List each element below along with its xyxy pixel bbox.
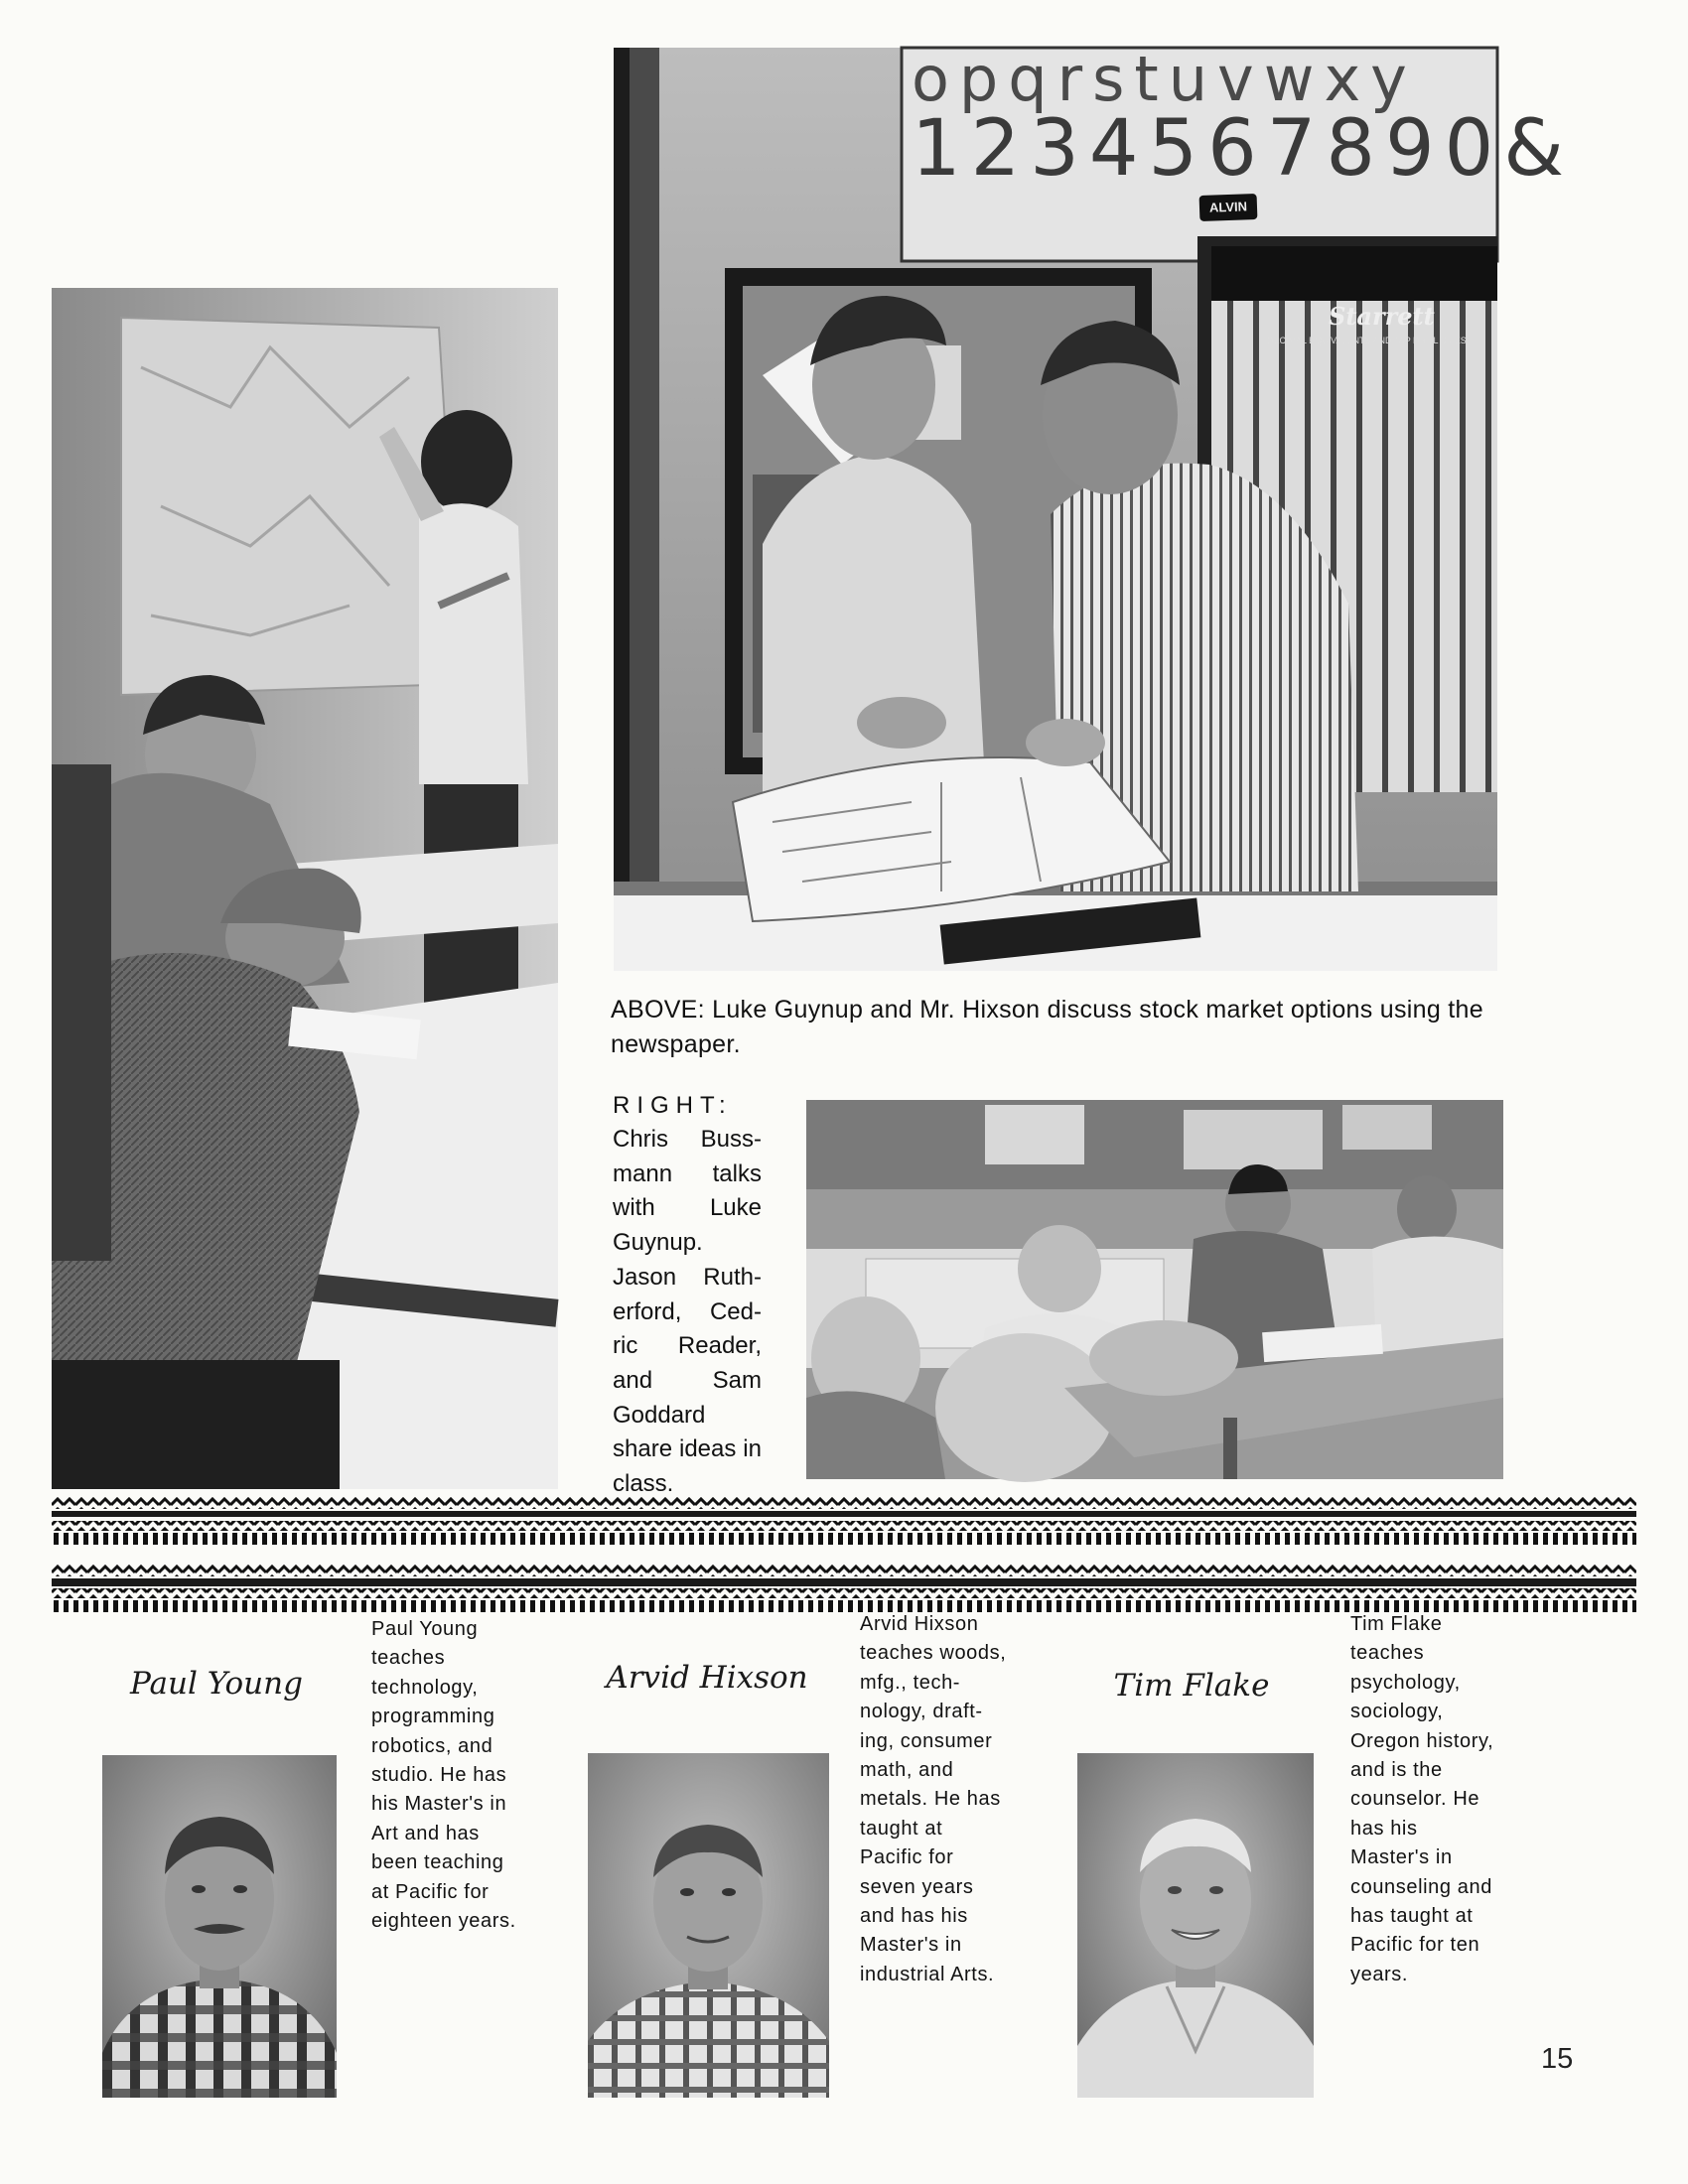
bio-line: Paul Young [371,1618,479,1640]
caption-right-label: RIGHT: [613,1092,733,1119]
decorative-rule-band-bottom [52,1565,1636,1612]
bio-line: has his [1350,1817,1418,1840]
bio-line: Art and has [371,1822,480,1844]
bio-line: seven years [860,1875,974,1898]
caption-right-text: Chris Buss- mann talks with Luke Guynup. Jason Ruth- erford, Ced- ric Reader, and Sam Goddard share ideas in class. [613,1126,762,1498]
rule-band-top-graphic [52,1497,1636,1547]
starrett-poster-brand: Starrett [1329,302,1435,331]
bio-line: math, and [860,1759,954,1782]
photo-classroom-map-graphic [52,288,558,1489]
bio-line: robotics, and [371,1734,493,1757]
bio-line: metals. He has [860,1788,1001,1811]
bio-paul-young [371,1615,570,1936]
starrett-poster-subtitle: DECIMAL EQUIVALENTS AND TAP DRILL SIZES [1267,336,1467,345]
wall-chart-row-letters: opqrstuvwxy [912,43,1417,115]
bio-line: teaches woods, [860,1642,1007,1665]
bio-tim-flake [1350,1610,1549,1989]
signature-arvid-hixson: Arvid Hixson [606,1660,808,1696]
bio-line: his Master's in [371,1793,507,1816]
bio-line: and is the [1350,1759,1443,1782]
portrait-paul-young-graphic [102,1755,337,2098]
bio-line: teaches [371,1647,446,1670]
rule-band-bottom-graphic [52,1565,1636,1612]
bio-line: counselor. He [1350,1788,1480,1811]
bio-line: technology, [371,1676,479,1699]
bio-line: teaches [1350,1642,1425,1665]
bio-line: eighteen years. [371,1910,516,1933]
bio-line: Pacific for ten [1350,1934,1480,1957]
wall-chart-letters [912,43,1575,194]
bio-line: years. [1350,1963,1409,1985]
photo-teacher-and-student-with-newspaper [614,43,1575,971]
alvin-logo: ALVIN [1199,194,1258,221]
page-number: 15 [1541,2043,1574,2075]
bio-arvid-hixson [860,1610,1058,1989]
bio-line: psychology, [1350,1671,1461,1694]
decorative-rule-band-top [52,1497,1636,1547]
bio-line: been teaching [371,1851,504,1874]
bio-line: and has his [860,1905,968,1928]
bio-line: Tim Flake [1350,1613,1443,1635]
photo-students-at-table-graphic [806,1100,1503,1479]
bio-line: Master's in [860,1934,962,1957]
bio-line: programming [371,1706,495,1728]
bio-line: counseling and [1350,1875,1492,1898]
bio-line: industrial Arts. [860,1963,995,1985]
bio-line: Oregon history, [1350,1729,1494,1752]
portrait-paul-young [102,1755,337,2098]
photo-classroom-map-lesson [52,288,558,1489]
bio-line: sociology, [1350,1701,1444,1723]
bio-line: Master's in [1350,1846,1453,1869]
portrait-tim-flake-graphic [1077,1753,1314,2098]
bio-line: Pacific for [860,1846,954,1869]
bio-line: taught at [860,1817,943,1840]
caption-above: ABOVE: Luke Guynup and Mr. Hixson discuss stock market options using the newspaper. [611,996,1483,1058]
bio-line: ing, consumer [860,1729,993,1752]
signature-tim-flake: Tim Flake [1113,1668,1270,1704]
bio-line: studio. He has [371,1764,507,1787]
signature-paul-young: Paul Young [130,1666,303,1702]
bio-line: nology, draft- [860,1701,983,1723]
portrait-tim-flake [1077,1753,1314,2098]
bio-line: at Pacific for [371,1880,490,1903]
photo-students-at-table [806,1100,1503,1479]
bio-line: Arvid Hixson [860,1613,979,1635]
portrait-arvid-hixson [588,1753,829,2098]
portrait-arvid-hixson-graphic [588,1753,829,2098]
bio-line: has taught at [1350,1905,1474,1928]
wall-chart-row-numbers: 1234567890& [912,104,1575,194]
bio-line: mfg., tech- [860,1671,961,1694]
